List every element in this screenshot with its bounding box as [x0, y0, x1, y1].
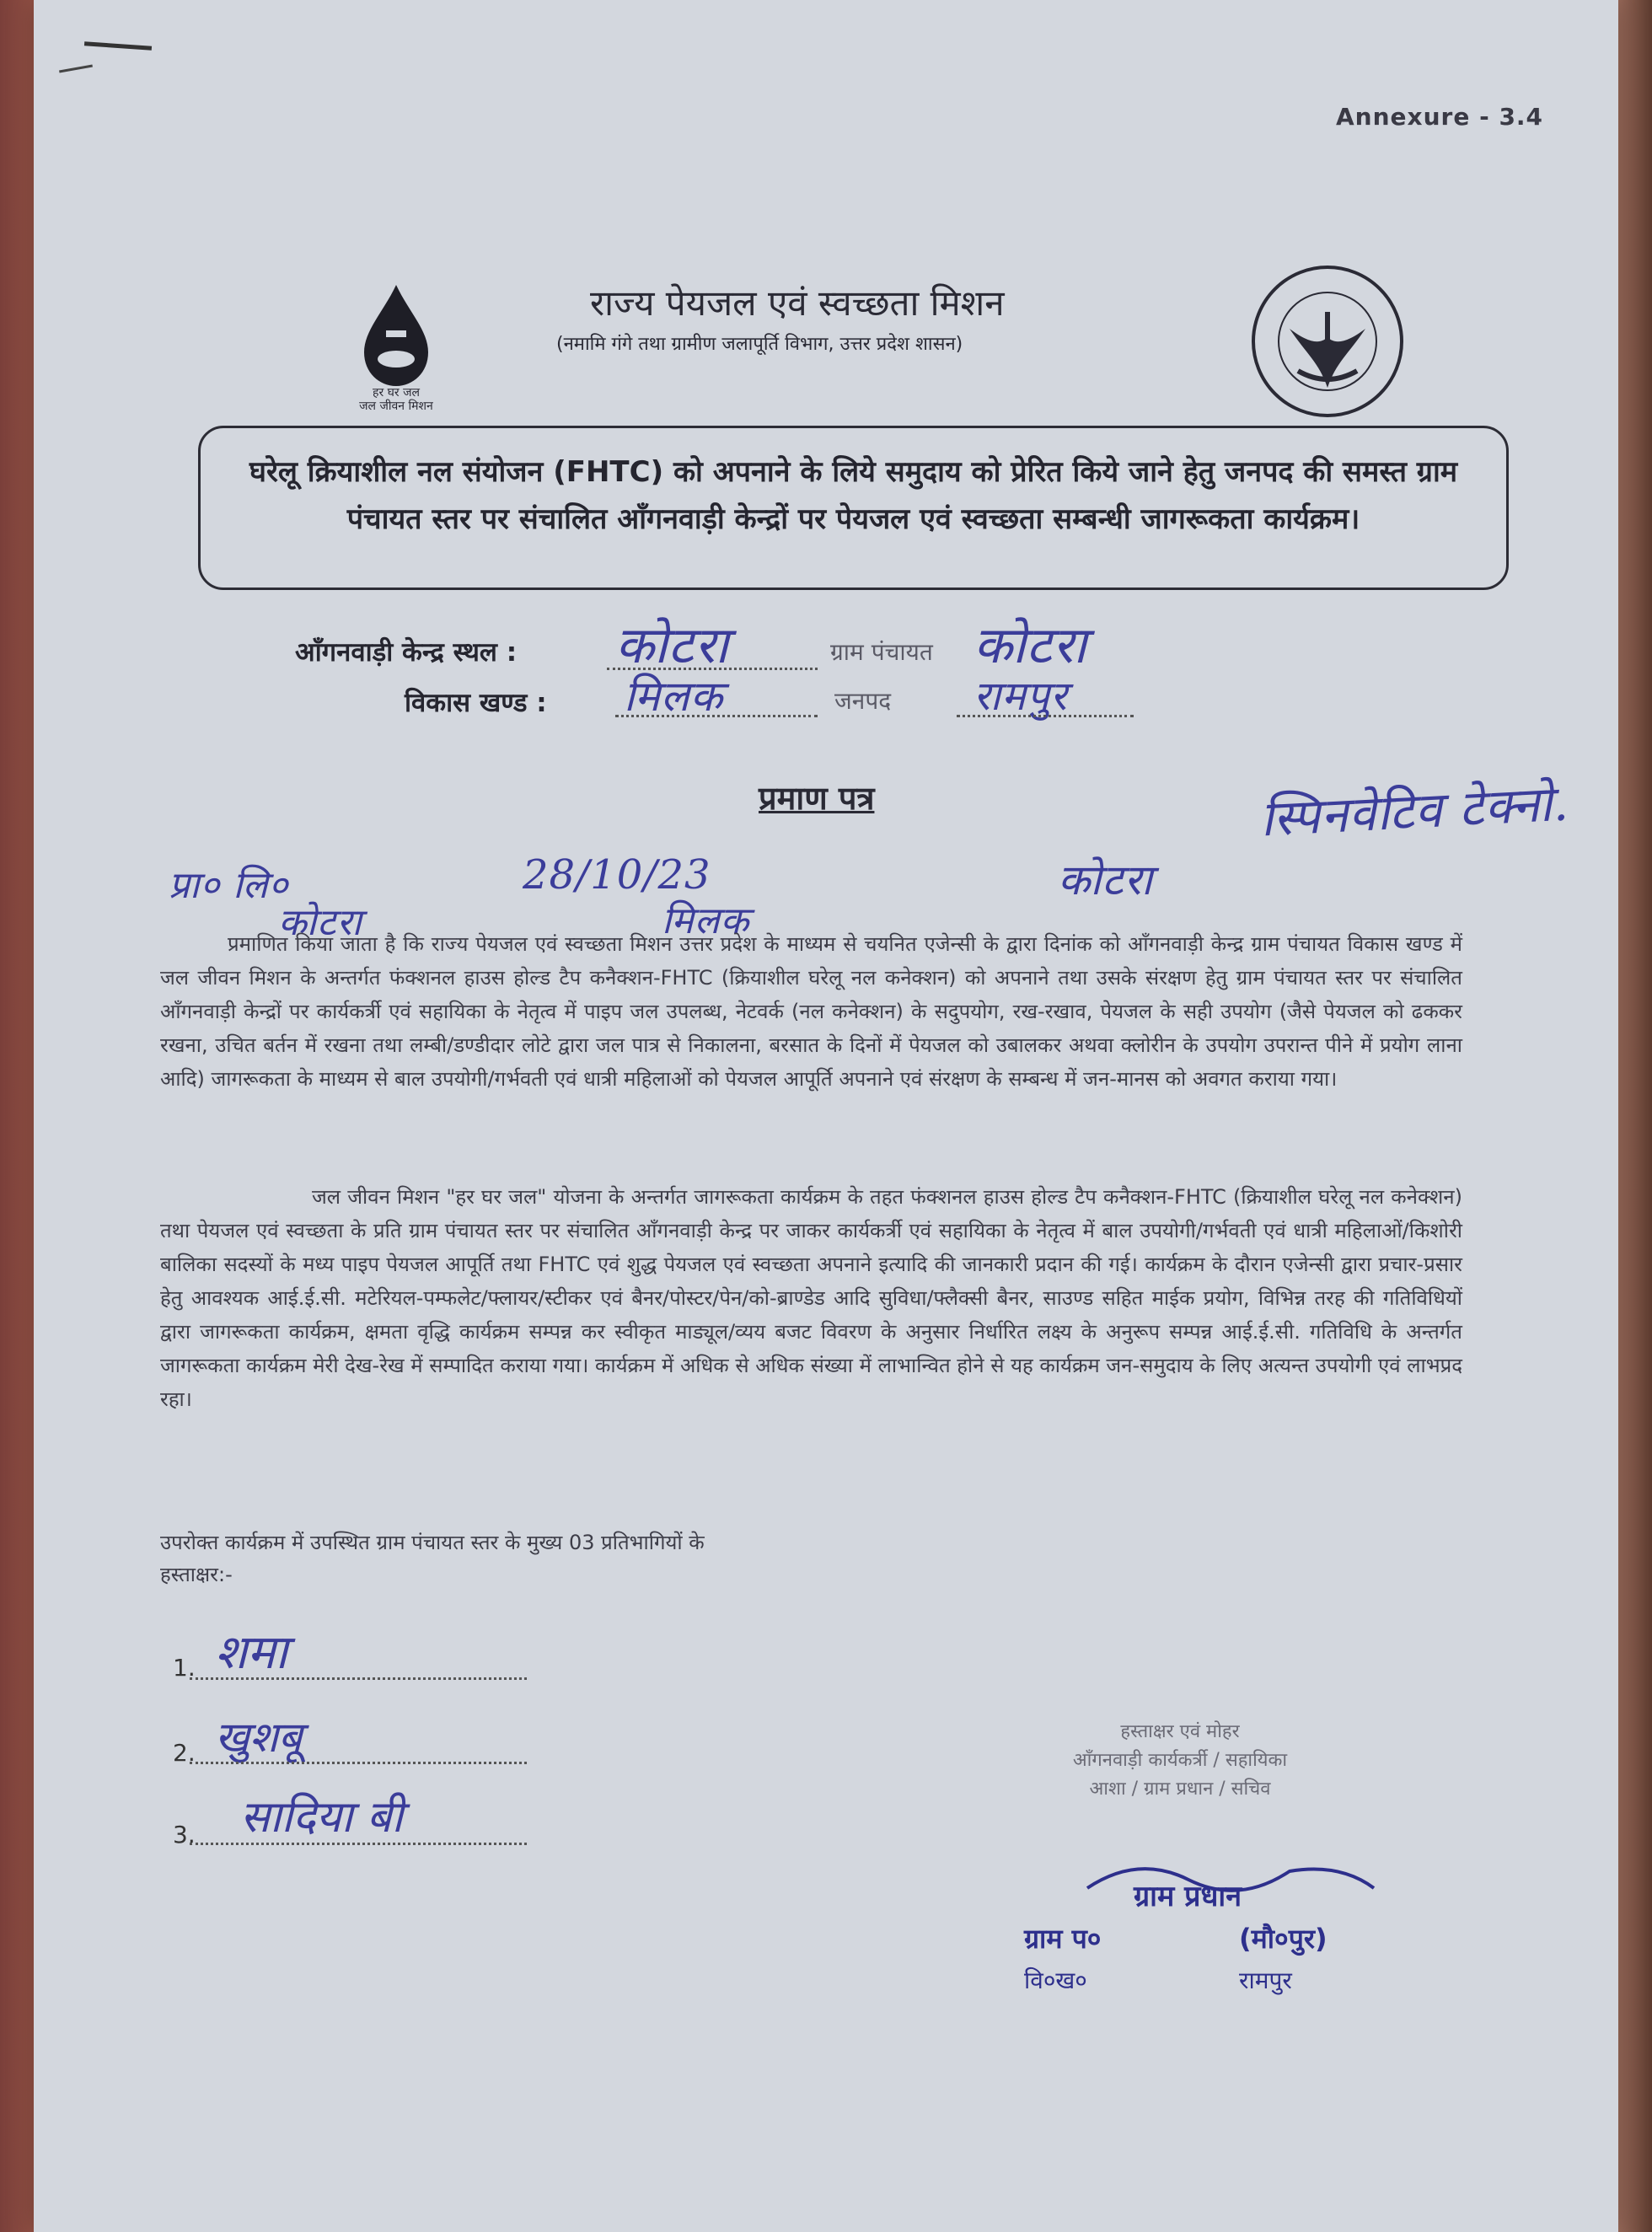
signature-3: सादिया बी — [240, 1792, 404, 1843]
pen-mark — [84, 41, 152, 51]
dotted-line — [957, 715, 1134, 717]
signature-number: 2. — [173, 1739, 196, 1767]
certificate-paragraph-2: जल जीवन मिशन "हर घर जल" योजना के अन्तर्गत जागरूकता कार्यक्रम के तहत फंक्शनल हाउस होल्ड टैप कनैक्शन-FHTC (क्रियाशील घरेलू नल कनेक्शन) तथा पेयजल एवं स्वच्छता के प्रति ग्राम पंचायत स्तर पर संचालित आँगनवाड़ी केन्द्र पर जाकर कार्यकर्त्री एवं सहायिका के नेतृत्व में बाल उपयोगी/गर्भवती एवं धात्री महिलाओं/किशोरी बालिका सदस्यों के मध्य पाइप पेयजल आपूर्ति तथा FHTC एवं शुद्ध पेयजल एवं स्वच्छता अपनाने इत्यादि की जानकारी प्रदान की गई। कार्यक्रम के दौरान एजेन्सी द्वारा प्रचार-प्रसार हेतु आवश्यक आई.ई.सी. मटेरियल-पम्फलेट/फ्लायर/स्टीकर एवं बैनर/पोस्टर/पेन/को-ब्राण्डेड आदि सुविधा/फ्लैक्सी बैनर, साउण्ड सहित माईक प्रयोग, विभिन्न तरह की गतिविधियों द्वारा जागरूकता कार्यक्रम, क्षमता वृद्धि कार्यक्रम सम्पन्न कर स्वीकृत माड्यूल/व्यय बजट विवरण के अनुसार निर्धारित लक्ष्य के अनुरूप सम्पन्न आई.ई.सी. गतिविधि के अन्तर्गत जागरूकता कार्यक्रम मेरी देख-रेख में सम्पादित कराया गया। कार्यक्रम में अधिक से अधिक संख्या में लाभान्वित होने से यह कार्यक्रम जन-समुदाय के लिए अत्यन्त उपयोगी एवं लाभप्रद रहा। — [160, 1185, 1462, 1411]
anganwadi-label: आँगनवाड़ी केन्द्र स्थल : — [295, 637, 518, 668]
village-handwritten: कोटरा — [1058, 856, 1153, 904]
district-label: जनपद — [834, 687, 892, 715]
panchayat-handwritten: कोटरा — [278, 901, 362, 944]
dotted-line — [190, 1843, 527, 1845]
dotted-line — [190, 1677, 527, 1680]
stamp-line: रामपुर — [1239, 1966, 1292, 1994]
certificate-title: प्रमाण पत्र — [759, 780, 875, 817]
dotted-line — [615, 715, 818, 717]
block-label: विकास खण्ड : — [405, 688, 547, 718]
anganwadi-value: कोटरा — [615, 616, 729, 675]
stamp-line: वि०ख० — [1024, 1966, 1087, 1994]
agency-handwritten-suffix: प्रा० लि० — [169, 864, 289, 907]
certificate-paragraph-1: प्रमाणित किया जाता है कि राज्य पेयजल एवं स्वच्छता मिशन उत्तर प्रदेश के माध्यम से चयनित एजेन्सी के द्वारा दिनांक को आँगनवाड़ी केन्द्र ग्राम पंचायत विकास खण्ड में जल जीवन मिशन के अन्तर्गत फंक्शनल हाउस होल्ड टैप कनैक्शन-FHTC (क्रियाशील घरेलू नल कनेक्शन) को अपनाने तथा उसके संरक्षण हेतु ग्राम पंचायत स्तर पर संचालित आँगनवाड़ी केन्द्रों पर कार्यकर्त्री एवं सहायिका के नेतृत्व में पाइप जल उपलब्ध, नेटवर्क (नल कनेक्शन) के सदुपयोग, रख-रखाव, पेयजल के सही उपयोग (जैसे पेयजल को ढककर रखना, उचित बर्तन में रखना तथा लम्बी/डण्डीदार लोटे द्वारा जल पात्र से निकालना, बरसात के दिनों में पेयजल को उबालकर अथवा क्लोरीन के उपयोग उपरान्त पीने में प्रयोग लाना आदि) जागरूकता के माध्यम से बाल उपयोगी/गर्भवती एवं धात्री महिलाओं को पेयजल आपूर्ति अपनाने एवं संरक्षण के सम्बन्ध में जन-मानस को अवगत कराया गया। — [160, 932, 1462, 1091]
annexure-label: Annexure - 3.4 — [1336, 103, 1544, 131]
stamp-title: ग्राम प्रधान — [1134, 1880, 1242, 1913]
agency-handwritten: स्पिनवेटिव टेक्नो. — [1258, 774, 1571, 848]
designation-line: हस्ताक्षर एवं मोहर — [1120, 1721, 1240, 1742]
gram-panchayat-value: कोटरा — [974, 616, 1087, 675]
logo-caption: हर घर जल जल जीवन मिशन — [359, 386, 433, 413]
signature-2: खुशबू — [215, 1713, 303, 1762]
document-page — [34, 0, 1618, 2232]
signature-1: शमा — [215, 1625, 288, 1680]
mission-title: राज्य पेयजल एवं स्वच्छता मिशन — [590, 282, 1005, 324]
stamp-line: ग्राम प० — [1024, 1923, 1102, 1955]
up-emblem-seal-icon — [1247, 261, 1408, 421]
block-value: मिलक — [624, 672, 724, 721]
block-handwritten: मिलक — [662, 899, 750, 942]
water-drop-logo-icon — [337, 278, 455, 421]
signatures-label: हस्ताक्षर:- — [160, 1563, 233, 1586]
boxed-heading: घरेलू क्रियाशील नल संयोजन (FHTC) को अपनाने के लिये समुदाय को प्रेरित किये जाने हेतु जनपद की समस्त ग्राम पंचायत स्तर पर संचालित आँगनवाड़ी केन्द्रों पर पेयजल एवं स्वच्छता सम्बन्धी जागरूकता कार्यक्रम। — [198, 426, 1509, 590]
pen-mark — [59, 65, 93, 73]
mission-subtitle: (नमामि गंगे तथा ग्रामीण जलापूर्ति विभाग, उत्तर प्रदेश शासन) — [556, 334, 963, 355]
participants-intro: उपरोक्त कार्यक्रम में उपस्थित ग्राम पंचायत स्तर के मुख्य 03 प्रतिभागियों के — [160, 1531, 705, 1554]
gram-panchayat-label: ग्राम पंचायत — [830, 638, 933, 666]
designation-line: आशा / ग्राम प्रधान / सचिव — [1089, 1779, 1271, 1800]
dotted-line — [190, 1762, 527, 1764]
district-value: रामपुर — [974, 673, 1068, 720]
signature-number: 3. — [173, 1821, 196, 1848]
designation-line: आँगनवाड़ी कार्यकर्त्री / सहायिका — [1072, 1750, 1288, 1771]
signature-number: 1. — [173, 1654, 196, 1682]
stamp-line: (मौ०पुर) — [1239, 1923, 1328, 1955]
date-handwritten: 28/10/23 — [523, 851, 711, 899]
